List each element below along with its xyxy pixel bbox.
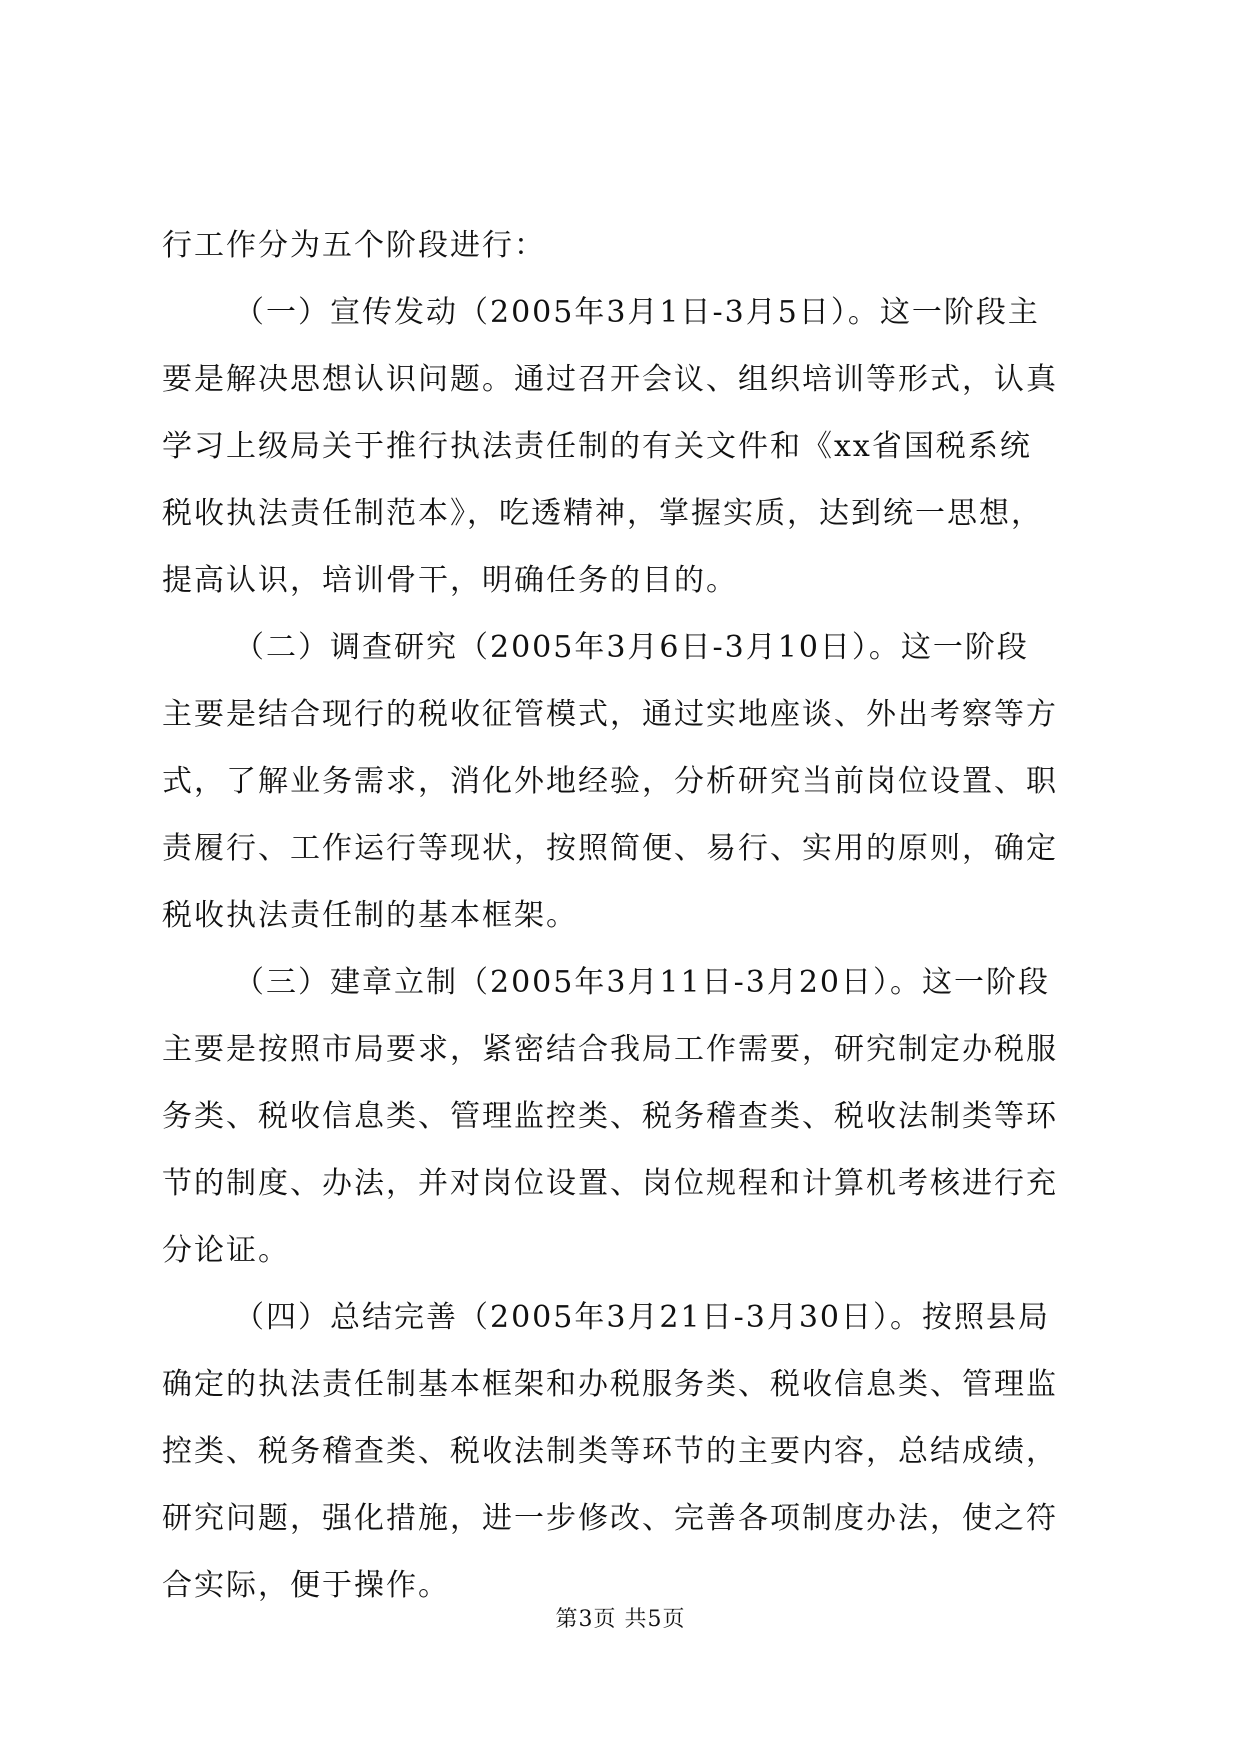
page-number-footer: 第3页 共5页	[555, 1607, 686, 1632]
line-5: 税收执法责任制范本》，吃透精神，掌握实质，达到统一思想，	[162, 496, 1043, 531]
body-text	[162, 212, 1082, 1619]
line-9: 式，了解业务需求，消化外地经验，分析研究当前岗位设置、职	[162, 764, 1058, 799]
line-8: 主要是结合现行的税收征管模式，通过实地座谈、外出考察等方	[162, 697, 1058, 732]
line-19: 控类、税务稽查类、税收法制类等环节的主要内容，总结成绩，	[162, 1434, 1058, 1469]
line-16: 分论证。	[162, 1233, 290, 1268]
line-13: 主要是按照市局要求，紧密结合我局工作需要，研究制定办税服	[162, 1032, 1058, 1067]
line-14: 务类、税收信息类、管理监控类、税务稽查类、税收法制类等环	[162, 1099, 1058, 1134]
section-3-heading-line: （三）建章立制（2005年3月11日-3月20日）。这一阶段	[234, 965, 1051, 1000]
line-4: 学习上级局关于推行执法责任制的有关文件和《xx省国税系统	[162, 429, 1032, 464]
line-11: 税收执法责任制的基本框架。	[162, 898, 578, 933]
section-4-heading-line: （四）总结完善（2005年3月21日-3月30日）。按照县局	[234, 1300, 1051, 1335]
line-21: 合实际，便于操作。	[162, 1568, 450, 1603]
line-6: 提高认识，培训骨干，明确任务的目的。	[162, 563, 738, 598]
line-20: 研究问题，强化措施，进一步修改、完善各项制度办法，使之符	[162, 1501, 1058, 1536]
line-10: 责履行、工作运行等现状，按照简便、易行、实用的原则，确定	[162, 831, 1058, 866]
section-1-heading-line: （一）宣传发动（2005年3月1日-3月5日）。这一阶段主	[234, 295, 1040, 330]
line-1: 行工作分为五个阶段进行：	[162, 228, 546, 263]
section-2-heading-line: （二）调查研究（2005年3月6日-3月10日）。这一阶段	[234, 630, 1029, 665]
line-3: 要是解决思想认识问题。通过召开会议、组织培训等形式，认真	[162, 362, 1058, 397]
line-18: 确定的执法责任制基本框架和办税服务类、税收信息类、管理监	[162, 1367, 1058, 1402]
line-15: 节的制度、办法，并对岗位设置、岗位规程和计算机考核进行充	[162, 1166, 1058, 1201]
